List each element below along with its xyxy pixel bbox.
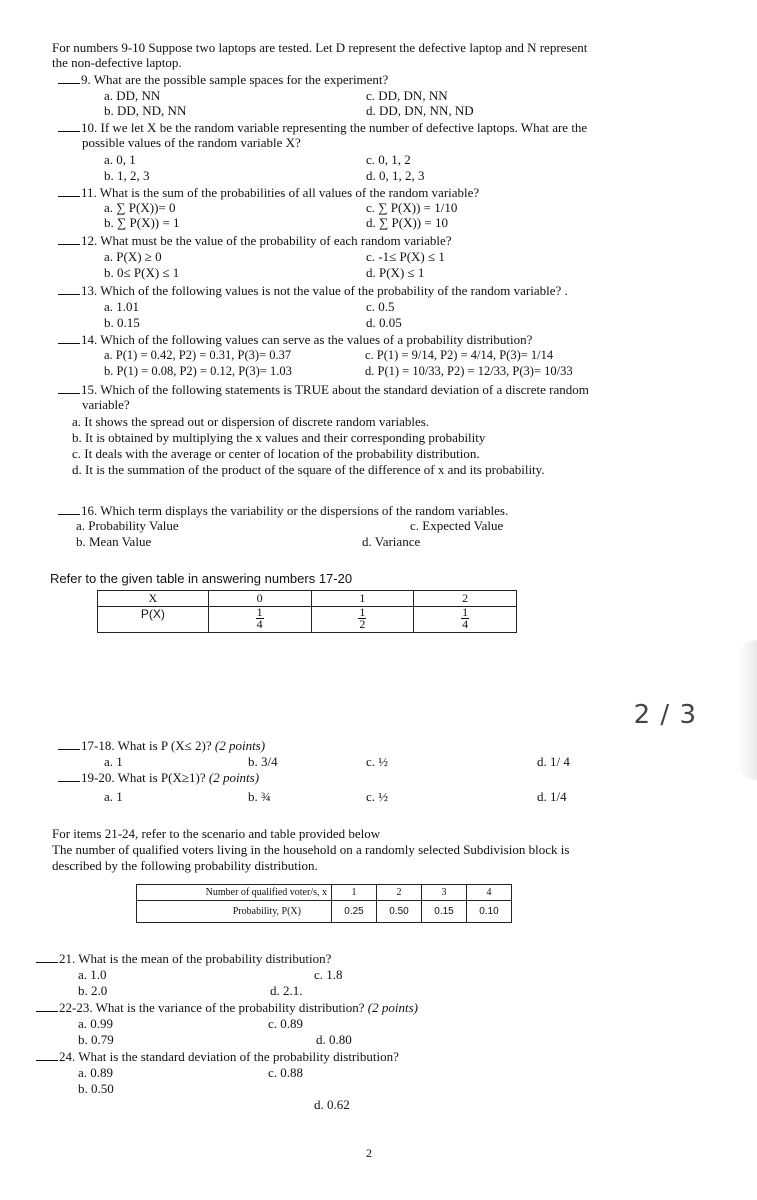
answer-blank[interactable] bbox=[58, 120, 80, 132]
question-10-line-2: possible values of the random variable X? bbox=[82, 135, 301, 150]
q11-option-c: c. ∑ P(X)) = 1/10 bbox=[366, 200, 458, 215]
page-number: 2 bbox=[366, 1146, 372, 1160]
q12-option-a: a. P(X) ≥ 0 bbox=[104, 249, 162, 264]
q14-option-d: d. P(1) = 10/33, P2) = 12/33, P(3)= 10/33 bbox=[365, 364, 573, 378]
q15-option-b: b. It is obtained by multiplying the x values and their corresponding probability bbox=[72, 430, 486, 445]
q11-option-b: b. ∑ P(X)) = 1 bbox=[104, 215, 180, 230]
q14-option-b: b. P(1) = 0.08, P2) = 0.12, P(3)= 1.03 bbox=[104, 364, 292, 378]
question-12: 12. What must be the value of the probability of each random variable? bbox=[58, 233, 452, 248]
q21-option-c: c. 1.8 bbox=[314, 967, 343, 982]
intro-line-2: the non-defective laptop. bbox=[52, 55, 182, 70]
q19-option-d: d. 1/4 bbox=[537, 789, 567, 804]
q22-option-b: b. 0.79 bbox=[78, 1032, 114, 1047]
answer-blank[interactable] bbox=[36, 1049, 58, 1061]
question-10: 10. If we let X be the random variable representing the number of defective laptops. What are the bbox=[58, 120, 587, 135]
table-row bbox=[98, 591, 517, 607]
q14-option-a: a. P(1) = 0.42, P2) = 0.31, P(3)= 0.37 bbox=[104, 348, 292, 362]
q12-option-b: b. 0≤ P(X) ≤ 1 bbox=[104, 265, 180, 280]
q21-option-b: b. 2.0 bbox=[78, 983, 108, 998]
q11-option-a: a. ∑ P(X))= 0 bbox=[104, 200, 176, 215]
q15-option-c: c. It deals with the average or center of location of the probability distribution. bbox=[72, 446, 480, 461]
answer-blank[interactable] bbox=[58, 185, 80, 197]
answer-blank[interactable] bbox=[58, 233, 80, 245]
q24-option-a: a. 0.89 bbox=[78, 1065, 114, 1080]
q13-option-a: a. 1.01 bbox=[104, 299, 140, 314]
q17-option-d: d. 1/ 4 bbox=[537, 754, 570, 769]
table-cell: 0.15 bbox=[422, 901, 467, 923]
q22-option-c: c. 0.89 bbox=[268, 1016, 304, 1031]
q19-option-a: a. 1 bbox=[104, 789, 123, 804]
question-16: 16. Which term displays the variability or the dispersions of the random variables. bbox=[58, 503, 508, 518]
question-9: 9. What are the possible sample spaces for the experiment? bbox=[58, 72, 388, 87]
answer-blank[interactable] bbox=[58, 283, 80, 295]
q9-option-b: b. DD, ND, NN bbox=[104, 103, 187, 118]
table-cell: $\frac{1}{4}$ bbox=[414, 607, 517, 633]
q15-option-d: d. It is the summation of the product of the square of the difference of x and its probability. bbox=[72, 462, 545, 477]
answer-blank[interactable] bbox=[58, 738, 80, 750]
q16-option-d: d. Variance bbox=[362, 534, 421, 549]
q22-option-d: d. 0.80 bbox=[316, 1032, 352, 1047]
q17-option-b: b. 3/4 bbox=[248, 754, 278, 769]
q17-option-c: c. ½ bbox=[366, 754, 389, 769]
q13-option-d: d. 0.05 bbox=[366, 315, 402, 330]
table-cell: 1 bbox=[311, 591, 414, 607]
page-indicator: 2 / 3 bbox=[633, 700, 697, 730]
q16-option-b: b. Mean Value bbox=[76, 534, 152, 549]
q13-option-c: c. 0.5 bbox=[366, 299, 395, 314]
question-24: 24. What is the standard deviation of the probability distribution? bbox=[36, 1049, 399, 1064]
q14-option-c: c. P(1) = 9/14, P2) = 4/14, P(3)= 1/14 bbox=[365, 348, 554, 362]
answer-blank[interactable] bbox=[58, 72, 80, 84]
table-header-x: X bbox=[98, 591, 209, 607]
table-header-px: P(X) bbox=[98, 607, 209, 633]
question-13: 13. Which of the following values is not the value of the probability of the random variable? . bbox=[58, 283, 568, 298]
q21-option-d: d. 2.1. bbox=[270, 983, 303, 998]
scenario-line-3: described by the following probability distribution. bbox=[52, 858, 318, 873]
question-11: 11. What is the sum of the probabilities of all values of the random variable? bbox=[58, 185, 479, 200]
answer-blank[interactable] bbox=[36, 1000, 58, 1012]
answer-blank[interactable] bbox=[36, 951, 58, 963]
q24-option-d: d. 0.62 bbox=[314, 1097, 350, 1112]
q16-option-c: c. Expected Value bbox=[410, 518, 504, 533]
table-cell: 1 bbox=[332, 885, 377, 901]
question-19-20: 19-20. What is P(X≥1)? (2 points) bbox=[58, 770, 259, 785]
table-cell: 0.25 bbox=[332, 901, 377, 923]
scenario-line-2: The number of qualified voters living in the household on a randomly selected Subdivision block is bbox=[52, 842, 570, 857]
q19-option-b: b. ¾ bbox=[248, 789, 271, 804]
table-header-x: Number of qualified voter/s, x bbox=[137, 885, 332, 901]
q11-option-d: d. ∑ P(X)) = 10 bbox=[366, 215, 448, 230]
table-row bbox=[137, 885, 512, 901]
q10-option-c: c. 0, 1, 2 bbox=[366, 152, 411, 167]
q9-option-c: c. DD, DN, NN bbox=[366, 88, 448, 103]
table-cell: 3 bbox=[422, 885, 467, 901]
table-cell: $\frac{1}{2}$ bbox=[311, 607, 414, 633]
table-cell: $\frac{1}{4}$ bbox=[208, 607, 311, 633]
scroll-edge-shadow bbox=[737, 640, 757, 780]
q9-option-d: d. DD, DN, NN, ND bbox=[366, 103, 474, 118]
q13-option-b: b. 0.15 bbox=[104, 315, 140, 330]
table-cell: 2 bbox=[414, 591, 517, 607]
q9-option-a: a. DD, NN bbox=[104, 88, 161, 103]
table-header-px: Probability, P(X) bbox=[137, 901, 332, 923]
q10-option-b: b. 1, 2, 3 bbox=[104, 168, 150, 183]
table-row bbox=[98, 607, 517, 633]
q22-option-a: a. 0.99 bbox=[78, 1016, 114, 1031]
scenario-line-1: For items 21-24, refer to the scenario and table provided below bbox=[52, 826, 381, 841]
q21-option-a: a. 1.0 bbox=[78, 967, 107, 982]
question-22-23: 22-23. What is the variance of the probability distribution? (2 points) bbox=[36, 1000, 418, 1015]
q24-option-b: b. 0.50 bbox=[78, 1081, 114, 1096]
table-cell: 0 bbox=[208, 591, 311, 607]
q19-option-c: c. ½ bbox=[366, 789, 389, 804]
table-cell: 2 bbox=[377, 885, 422, 901]
probability-table-2 bbox=[136, 884, 512, 923]
q15-option-a: a. It shows the spread out or dispersion of discrete random variables. bbox=[72, 414, 430, 429]
q12-option-c: c. -1≤ P(X) ≤ 1 bbox=[366, 249, 445, 264]
question-21: 21. What is the mean of the probability distribution? bbox=[36, 951, 331, 966]
table-cell: 0.50 bbox=[377, 901, 422, 923]
question-15-line-2: variable? bbox=[82, 397, 130, 412]
table-cell: 4 bbox=[467, 885, 512, 901]
answer-blank[interactable] bbox=[58, 503, 80, 515]
q10-option-a: a. 0, 1 bbox=[104, 152, 136, 167]
table-cell: 0.10 bbox=[467, 901, 512, 923]
q10-option-d: d. 0, 1, 2, 3 bbox=[366, 168, 425, 183]
question-14: 14. Which of the following values can serve as the values of a probability distribution? bbox=[58, 332, 532, 347]
q12-option-d: d. P(X) ≤ 1 bbox=[366, 265, 425, 280]
answer-blank[interactable] bbox=[58, 382, 80, 394]
q17-option-a: a. 1 bbox=[104, 754, 123, 769]
q16-option-a: a. Probability Value bbox=[76, 518, 179, 533]
answer-blank[interactable] bbox=[58, 770, 80, 782]
question-17-18: 17-18. What is P (X≤ 2)? (2 points) bbox=[58, 738, 265, 753]
probability-table-1 bbox=[97, 590, 517, 633]
table-1-intro: Refer to the given table in answering numbers 17-20 bbox=[50, 571, 353, 586]
table-row bbox=[137, 901, 512, 923]
answer-blank[interactable] bbox=[58, 332, 80, 344]
q24-option-c: c. 0.88 bbox=[268, 1065, 304, 1080]
question-15: 15. Which of the following statements is TRUE about the standard deviation of a discrete random bbox=[58, 382, 589, 397]
intro-line-1: For numbers 9-10 Suppose two laptops are tested. Let D represent the defective laptop and N represent bbox=[52, 40, 588, 55]
